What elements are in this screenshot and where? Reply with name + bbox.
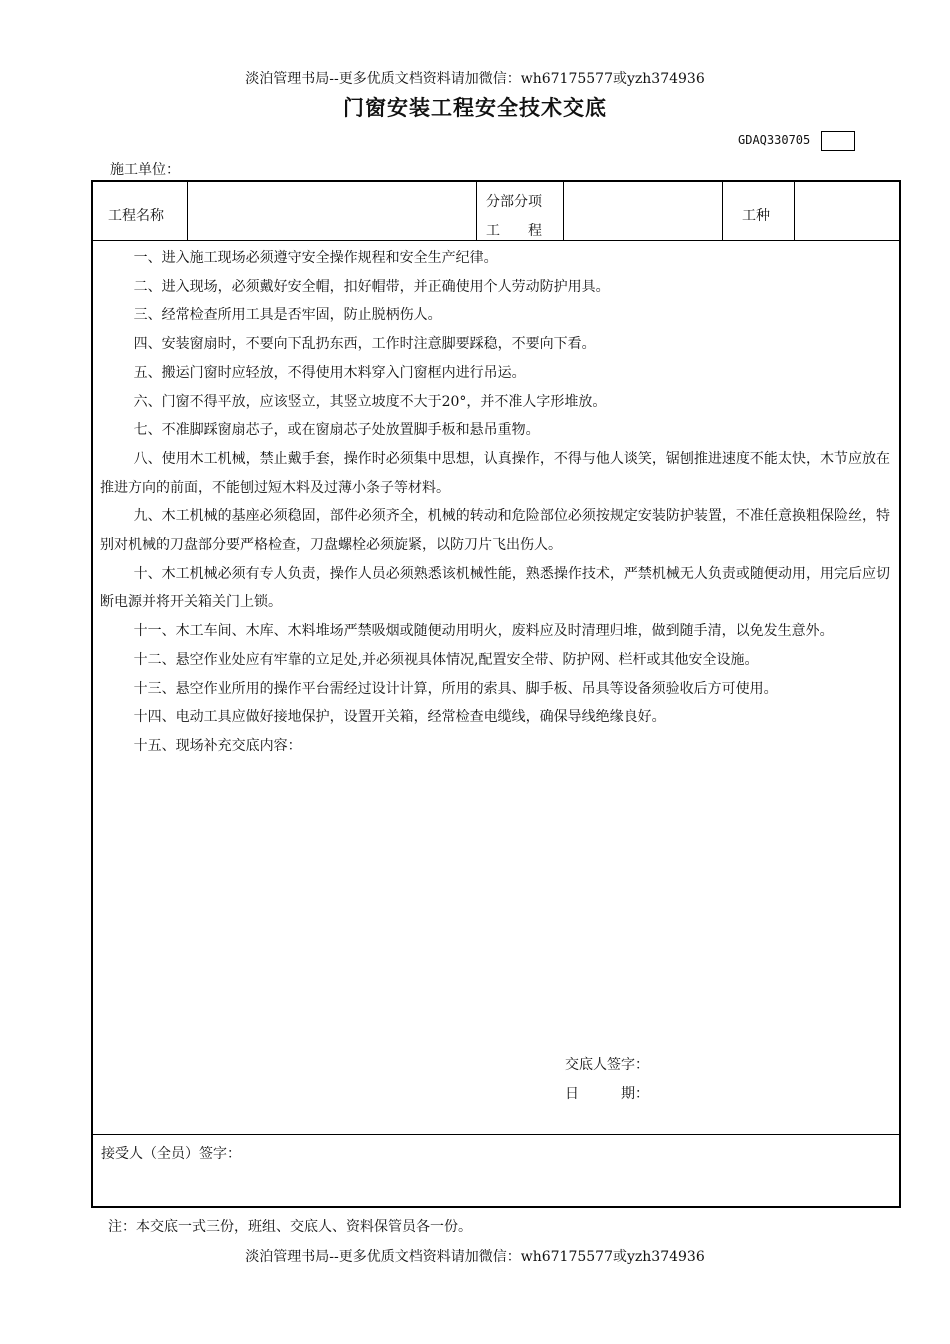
disclosure-item: 三、经常检查所用工具是否牢固，防止脱柄伤人。 [133, 307, 442, 324]
form-code: GDAQ330705 [738, 133, 811, 147]
disclosure-item: 五、搬运门窗时应轻放，不得使用木料穿入门窗框内进行吊运。 [133, 364, 526, 381]
disclosure-item: 十二、悬空作业处应有牢靠的立足处,并必须视具体情况,配置安全带、防护网、栏杆或其他安全设施。 [133, 651, 759, 668]
disclosure-item: 二、进入现场，必须戴好安全帽，扣好帽带，并正确使用个人劳动防护用具。 [133, 278, 610, 295]
disclosure-item: 十四、电动工具应做好接地保护，设置开关箱，经常检查电缆线，确保导线绝缘良好。 [133, 709, 666, 726]
footnote: 注：本交底一式三份，班组、交底人、资料保管员各一份。 [108, 1219, 472, 1235]
date-label: 日 期： [565, 1086, 649, 1102]
disclosure-item: 七、不准脚踩窗扇芯子，或在窗扇芯子处放置脚手板和悬吊重物。 [133, 422, 540, 439]
trade-label: 工种 [742, 208, 770, 224]
disclosure-item: 十、木工机械必须有专人负责，操作人员必须熟悉该机械性能，熟悉操作技术，严禁机械无人负责或随便动用，用完后应切断电源并将开关箱关门上锁。 [100, 565, 890, 611]
row-divider [93, 1134, 899, 1135]
disclosure-item: 十五、现场补充交底内容： [133, 737, 302, 754]
column-divider [563, 182, 564, 240]
disclosure-form-table [91, 180, 901, 1208]
row-divider [93, 240, 899, 241]
disclosure-content [100, 244, 890, 761]
receiver-sign-label: 接受人（全员）签字： [101, 1146, 241, 1162]
disclosure-item: 六、门窗不得平放，应该竖立，其竖立坡度不大于20°，并不准人字形堆放。 [133, 393, 607, 410]
disclosure-item: 一、进入施工现场必须遵守安全操作规程和安全生产纪律。 [133, 250, 498, 266]
discloser-sign-label: 交底人签字： [565, 1057, 649, 1073]
column-divider [722, 182, 723, 240]
project-name-label: 工程名称 [108, 208, 164, 224]
disclosure-item: 十一、木工车间、木库、木料堆场严禁吸烟或随便动用明火，废料应及时清理归堆，做到随手清，以免发生意外。 [133, 623, 834, 640]
footer-watermark-text: 淡泊管理书局--更多优质文档资料请加微信：wh67175577或yzh374936 [245, 1249, 705, 1265]
column-divider [476, 182, 477, 240]
column-divider [794, 182, 795, 240]
disclosure-item: 八、使用木工机械，禁止戴手套，操作时必须集中思想，认真操作，不得与他人谈笑，锯刨推进速度不能太快，木节应放在推进方向的前面，不能刨过短木料及过薄小条子等材料。 [100, 450, 890, 496]
document-title: 门窗安装工程安全技术交底 [343, 96, 607, 120]
construction-unit-label: 施工单位： [110, 162, 180, 178]
form-code-box [821, 131, 855, 151]
subproject-label-line2: 工 程 [486, 223, 542, 239]
disclosure-item: 十三、悬空作业所用的操作平台需经过设计计算，所用的索具、脚手板、吊具等设备须验收后方可使用。 [133, 680, 778, 697]
disclosure-item: 四、安装窗扇时，不要向下乱扔东西，工作时注意脚要踩稳，不要向下看。 [133, 336, 596, 353]
disclosure-item: 九、木工机械的基座必须稳固，部件必须齐全，机械的转动和危险部位必须按规定安装防护装置，不准任意换粗保险丝，特别对机械的刀盘部分要严格检查，刀盘螺栓必须旋紧，以防刀片飞出伤人。 [100, 508, 890, 554]
subproject-label-line1: 分部分项 [486, 194, 542, 210]
header-watermark-text: 淡泊管理书局--更多优质文档资料请加微信：wh67175577或yzh374936 [245, 71, 705, 87]
column-divider [187, 182, 188, 240]
